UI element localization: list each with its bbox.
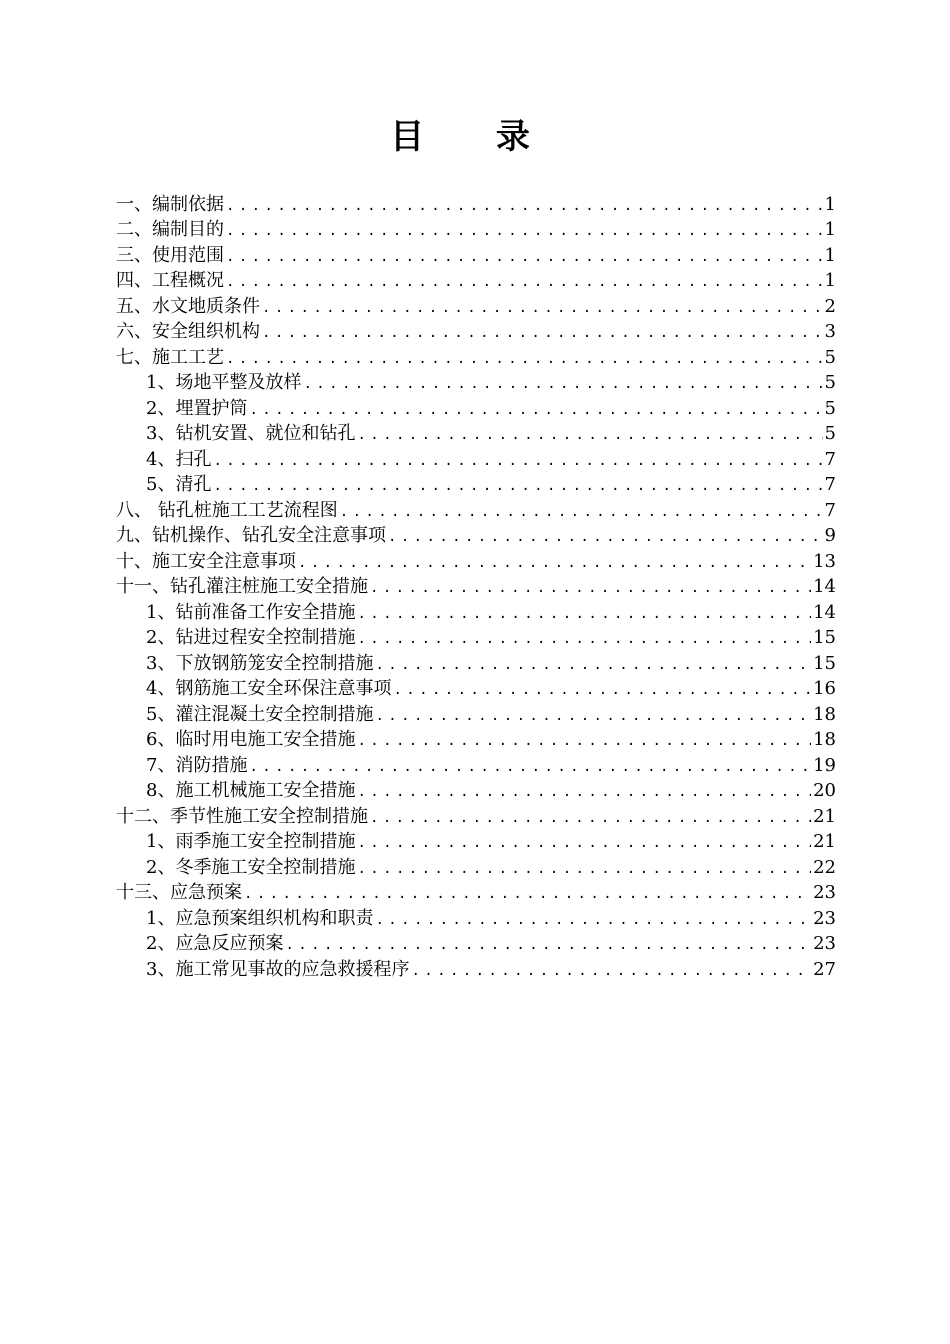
toc-entry-label: 1、应急预案组织机构和职责: [146, 907, 374, 929]
toc-entry-label: 8、施工机械施工安全措施: [146, 780, 356, 801]
toc-dot-leader: [211, 451, 822, 471]
toc-entry: [116, 267, 836, 293]
toc-entry-label: 4、钢筋施工安全环保注意事项: [146, 678, 392, 699]
toc-entry-label: 3、下放钢筋笼安全控制措施: [146, 652, 374, 674]
toc-dot-leader: [355, 782, 811, 802]
toc-dot-leader: [355, 833, 811, 853]
toc-entry: [116, 445, 836, 471]
toc-dot-leader: [224, 247, 823, 267]
toc-entry-page-number: 23: [813, 907, 836, 929]
toc-entry-page-number: 27: [813, 958, 836, 980]
toc-entry: [116, 216, 836, 242]
toc-entry: [116, 318, 836, 344]
toc-entry-label: 5、灌注混凝土安全控制措施: [146, 703, 374, 725]
toc-dot-leader: [296, 553, 811, 573]
toc-entry-page-number: 14: [813, 576, 836, 597]
toc-dot-leader: [368, 808, 811, 828]
toc-entry-label: 七、施工工艺: [116, 346, 224, 368]
toc-entry-page-number: 7: [824, 448, 836, 470]
toc-entry: [116, 292, 836, 318]
toc-entry-label: 1、钻前准备工作安全措施: [146, 601, 356, 623]
toc-entry-page-number: 23: [813, 933, 836, 954]
page-title: 目 录: [390, 117, 560, 157]
toc-dot-leader: [373, 706, 811, 726]
toc-dot-leader: [301, 374, 822, 394]
toc-entry: [116, 522, 836, 548]
toc-entry-page-number: 20: [813, 780, 836, 801]
toc-dot-leader: [373, 910, 811, 930]
toc-entry: [116, 675, 836, 701]
toc-entry: [116, 496, 836, 522]
toc-dot-leader: [224, 349, 823, 369]
toc-entry-label: 八、 钻孔桩施工工艺流程图: [116, 499, 338, 521]
toc-dot-leader: [260, 323, 823, 343]
toc-entry: [116, 598, 836, 624]
toc-entry: [116, 828, 836, 854]
toc-entry-page-number: 15: [813, 627, 836, 648]
toc-entry: [116, 930, 836, 956]
toc-entry: [116, 547, 836, 573]
toc-entry: [116, 853, 836, 879]
toc-entry-label: 5、清孔: [146, 474, 212, 495]
toc-entry-label: 2、冬季施工安全控制措施: [146, 856, 356, 878]
toc-entry-page-number: 1: [824, 244, 836, 266]
toc-entry-page-number: 18: [813, 703, 836, 725]
toc-entry-label: 一、编制依据: [116, 193, 224, 215]
toc-entry-label: 7、消防措施: [146, 754, 248, 776]
toc-entry: [116, 624, 836, 650]
toc-dot-leader: [247, 400, 822, 420]
toc-entry-label: 十、施工安全注意事项: [116, 550, 296, 572]
toc-entry: [116, 700, 836, 726]
toc-entry-page-number: 18: [813, 729, 836, 750]
toc-dot-leader: [211, 476, 822, 496]
toc-entry: [116, 726, 836, 752]
toc-dot-leader: [355, 859, 811, 879]
toc-dot-leader: [224, 272, 823, 292]
toc-entry: [116, 904, 836, 930]
toc-entry-page-number: 22: [813, 856, 836, 878]
toc-dot-leader: [338, 502, 823, 522]
toc-entry-label: 二、编制目的: [116, 219, 224, 240]
toc-entry-label: 3、钻机安置、就位和钻孔: [146, 423, 356, 444]
toc-entry: [116, 343, 836, 369]
toc-entry: [116, 241, 836, 267]
toc-entry-page-number: 7: [824, 499, 836, 521]
toc-entry-page-number: 21: [813, 805, 836, 827]
toc-entry: [116, 777, 836, 803]
toc-entry-page-number: 19: [813, 754, 836, 776]
toc-entry-page-number: 23: [813, 882, 836, 903]
toc-entry-page-number: 5: [824, 346, 836, 368]
toc-entry: [116, 879, 836, 905]
toc-dot-leader: [373, 655, 811, 675]
toc-entry-page-number: 1: [824, 270, 836, 291]
toc-entry-label: 九、钻机操作、钻孔安全注意事项: [116, 525, 386, 546]
toc-entry-page-number: 7: [824, 474, 836, 495]
toc-entry-label: 1、雨季施工安全控制措施: [146, 831, 356, 852]
toc-entry-page-number: 2: [824, 295, 836, 317]
toc-entry-label: 2、应急反应预案: [146, 933, 284, 954]
toc-entry: [116, 649, 836, 675]
toc-entry-label: 十三、应急预案: [116, 882, 242, 903]
toc-entry-page-number: 5: [824, 372, 836, 393]
toc-entry: [116, 471, 836, 497]
toc-entry-label: 五、水文地质条件: [116, 295, 260, 317]
toc-entry-label: 3、施工常见事故的应急救援程序: [146, 958, 410, 980]
toc-dot-leader: [355, 604, 811, 624]
toc-entry-page-number: 5: [824, 397, 836, 419]
toc-dot-leader: [368, 578, 811, 598]
toc-entry-page-number: 16: [813, 678, 836, 699]
toc-dot-leader: [283, 935, 811, 955]
toc-entry: [116, 420, 836, 446]
toc-entry-label: 十一、钻孔灌注桩施工安全措施: [116, 576, 368, 597]
toc-dot-leader: [224, 221, 823, 241]
toc-entry: [116, 802, 836, 828]
toc-entry: [116, 369, 836, 395]
toc-entry-page-number: 3: [824, 321, 836, 342]
toc-entry: [116, 394, 836, 420]
toc-entry: [116, 573, 836, 599]
toc-entry-label: 2、钻进过程安全控制措施: [146, 627, 356, 648]
toc-entry-label: 四、工程概况: [116, 270, 224, 291]
toc-entry-page-number: 15: [813, 652, 836, 674]
table-of-contents: [116, 190, 836, 981]
toc-entry-page-number: 1: [824, 193, 836, 215]
toc-dot-leader: [247, 757, 811, 777]
toc-dot-leader: [386, 527, 823, 547]
toc-entry: [116, 955, 836, 981]
toc-entry: [116, 190, 836, 216]
toc-entry-page-number: 14: [813, 601, 836, 623]
toc-entry-page-number: 21: [813, 831, 836, 852]
toc-dot-leader: [242, 884, 811, 904]
toc-dot-leader: [224, 196, 823, 216]
toc-entry-page-number: 5: [824, 423, 836, 444]
toc-dot-leader: [355, 425, 822, 445]
toc-dot-leader: [409, 961, 811, 981]
toc-entry-label: 1、场地平整及放样: [146, 372, 302, 393]
toc-entry-label: 6、临时用电施工安全措施: [146, 729, 356, 750]
toc-entry-page-number: 9: [824, 525, 836, 546]
toc-entry-label: 十二、季节性施工安全控制措施: [116, 805, 368, 827]
toc-entry-label: 三、使用范围: [116, 244, 224, 266]
toc-entry-label: 2、埋置护筒: [146, 397, 248, 419]
toc-entry-label: 4、扫孔: [146, 448, 212, 470]
toc-entry: [116, 751, 836, 777]
toc-dot-leader: [391, 680, 811, 700]
toc-entry-label: 六、安全组织机构: [116, 321, 260, 342]
toc-entry-page-number: 1: [824, 219, 836, 240]
toc-dot-leader: [260, 298, 823, 318]
toc-dot-leader: [355, 629, 811, 649]
toc-entry-page-number: 13: [813, 550, 836, 572]
toc-dot-leader: [355, 731, 811, 751]
